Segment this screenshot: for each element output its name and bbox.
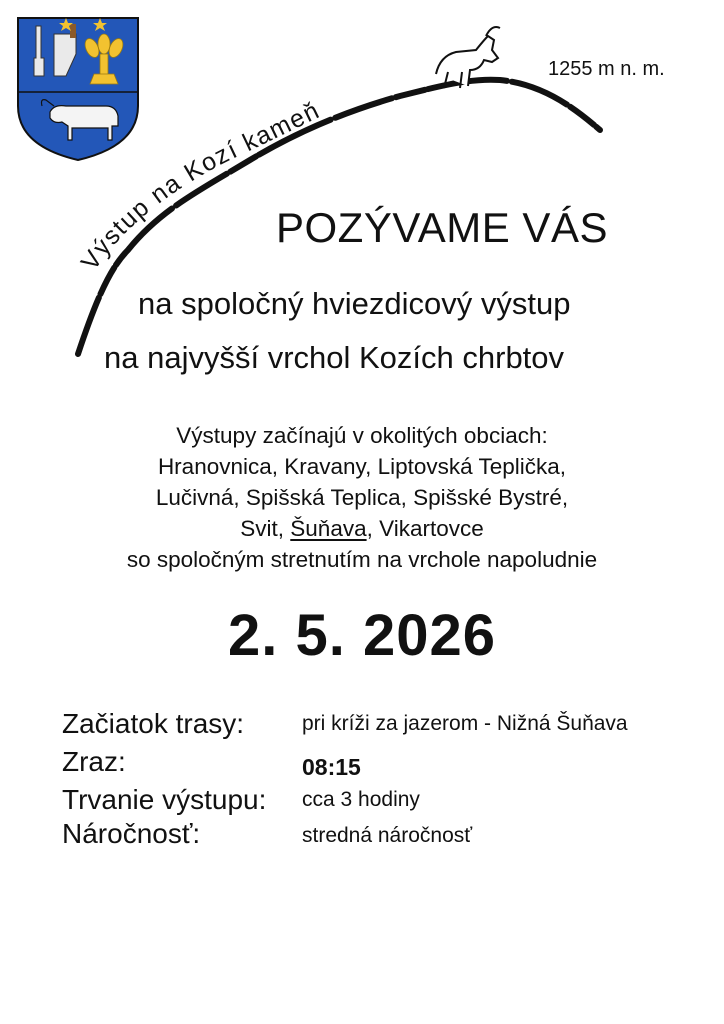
starts-row-1: Hranovnica, Kravany, Liptovská Teplička, [157,454,567,479]
headline: POZÝVAME VÁS [276,204,608,251]
invite-line-2: na najvyšší vrchol Kozích chrbtov [104,340,565,375]
detail-label-duration: Trvanie výstupu: [62,784,267,815]
starts-row-3-post: , Vikartovce [366,516,484,541]
starts-closing: so spoločným stretnutím na vrchole napoludnie [126,547,598,572]
detail-label-start: Začiatok trasy: [62,708,245,739]
detail-value-difficulty: stredná náročnosť [302,824,473,847]
curved-title-text: Výstup na Kozí kameň [75,95,325,276]
starts-row-2: Lučivná, Spišská Teplica, Spišské Bystré, [155,485,569,510]
elevation-label: 1255 m n. m. [548,58,665,80]
highlighted-village: Šuňava [290,516,367,541]
event-date: 2. 5. 2026 [228,603,496,668]
detail-value-meeting: 08:15 [302,754,361,780]
detail-label-meeting: Zraz: [62,746,126,777]
detail-value-duration: cca 3 hodiny [302,788,420,811]
invite-line-1: na spoločný hviezdicový výstup [138,286,571,321]
starts-row-3-pre: Svit, [240,516,291,541]
detail-label-difficulty: Náročnosť: [62,818,201,849]
starts-intro: Výstupy začínajú v okolitých obciach: [176,423,548,448]
detail-value-start: pri kríži za jazerom - Nižná Šuňava [302,712,628,735]
starts-row-3 [0,513,724,544]
starting-points [0,420,724,575]
